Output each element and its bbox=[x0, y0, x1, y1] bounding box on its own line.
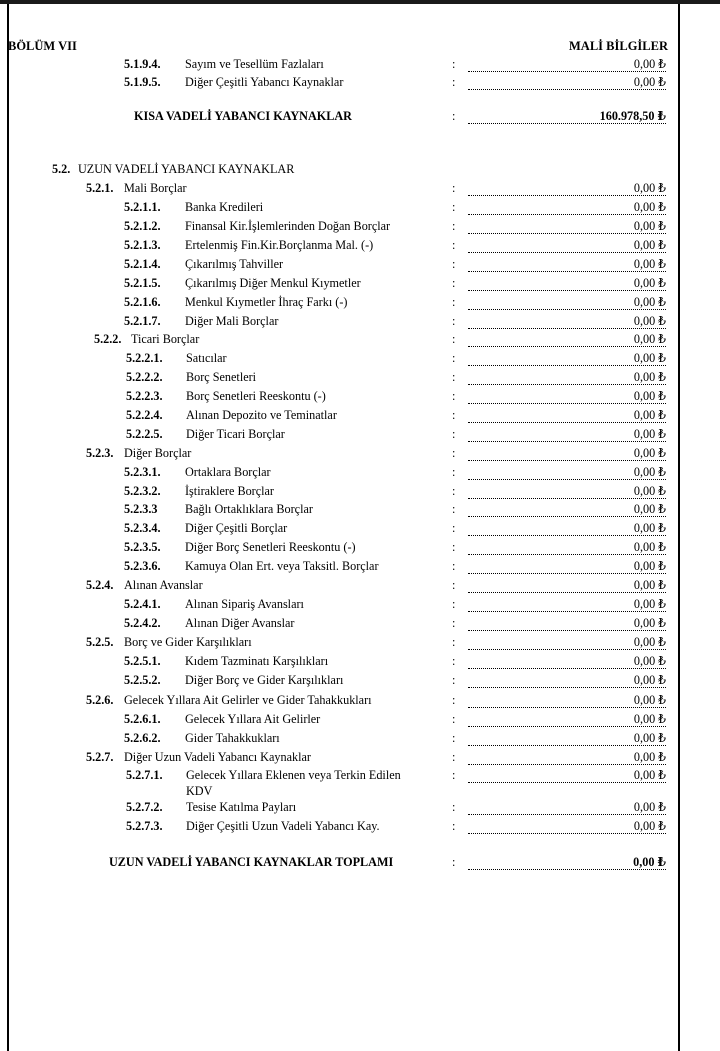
row-code: 5.2.6.1. bbox=[124, 712, 161, 726]
table-row bbox=[0, 634, 720, 653]
row-value: 0,00 ₺ bbox=[468, 577, 666, 593]
row-code: 5.2.4.2. bbox=[124, 616, 161, 630]
row-value: 0,00 ₺ bbox=[468, 256, 666, 272]
row-label: Banka Kredileri bbox=[185, 200, 264, 214]
row-code: 5.2.3.6. bbox=[124, 559, 161, 573]
table-row bbox=[0, 388, 720, 407]
row-value: 0,00 ₺ bbox=[468, 634, 666, 650]
row-code: 5.2.3.2. bbox=[124, 484, 161, 498]
table-row bbox=[0, 501, 720, 520]
row-value: 0,00 ₺ bbox=[468, 199, 666, 215]
table-row bbox=[0, 799, 720, 818]
row-colon: : bbox=[452, 314, 456, 328]
row-value: 0,00 ₺ bbox=[468, 767, 666, 783]
row-colon: : bbox=[452, 351, 456, 365]
row-colon: : bbox=[452, 731, 456, 745]
total-label: UZUN VADELİ YABANCI KAYNAKLAR TOPLAMI bbox=[109, 855, 394, 869]
table-row bbox=[0, 313, 720, 332]
row-colon: : bbox=[452, 370, 456, 384]
row-label: Çıkarılmış Tahviller bbox=[185, 257, 284, 271]
table-row bbox=[0, 483, 720, 502]
row-value: 0,00 ₺ bbox=[468, 56, 666, 72]
page-title: MALİ BİLGİLER bbox=[569, 39, 668, 53]
row-colon: : bbox=[452, 57, 456, 71]
row-colon: : bbox=[452, 465, 456, 479]
row-value: 0,00 ₺ bbox=[468, 711, 666, 727]
row-colon: : bbox=[452, 75, 456, 89]
row-value: 0,00 ₺ bbox=[468, 369, 666, 385]
row-value: 0,00 ₺ bbox=[468, 818, 666, 834]
table-row bbox=[0, 199, 720, 218]
row-code: 5.2.6.2. bbox=[124, 731, 161, 745]
row-label: Alınan Diğer Avanslar bbox=[185, 616, 295, 630]
row-value: 0,00 ₺ bbox=[468, 407, 666, 423]
row-colon: : bbox=[452, 276, 456, 290]
row-code: 5.2.6. bbox=[86, 693, 114, 707]
row-label: Finansal Kir.İşlemlerinden Doğan Borçlar bbox=[185, 219, 391, 233]
row-label: Alınan Sipariş Avansları bbox=[185, 597, 304, 611]
row-value: 0,00 ₺ bbox=[468, 730, 666, 746]
row-label: Bağlı Ortaklıklara Borçlar bbox=[185, 502, 313, 516]
row-label: İştiraklere Borçlar bbox=[185, 484, 274, 498]
table-row bbox=[0, 294, 720, 313]
row-label: Gelecek Yıllara Ait Gelirler ve Gider Tahakkukları bbox=[124, 693, 372, 707]
row-colon: : bbox=[452, 446, 456, 460]
row-code: 5.2.3.3 bbox=[124, 502, 158, 516]
table-row bbox=[0, 426, 720, 445]
row-code: 5.2.1.5. bbox=[124, 276, 161, 290]
row-colon: : bbox=[452, 597, 456, 611]
total-label: KISA VADELİ YABANCI KAYNAKLAR bbox=[134, 109, 352, 123]
row-value: 0,00 ₺ bbox=[468, 596, 666, 612]
row-code: 5.2.3.4. bbox=[124, 521, 161, 535]
table-row bbox=[0, 730, 720, 749]
table-row bbox=[0, 672, 720, 691]
table-row bbox=[0, 520, 720, 539]
table-row bbox=[0, 180, 720, 199]
row-code: 5.2.7. bbox=[86, 750, 114, 764]
row-label: Diğer Çeşitli Yabancı Kaynaklar bbox=[185, 75, 344, 89]
row-code: 5.2.2.2. bbox=[126, 370, 163, 384]
row-label: Çıkarılmış Diğer Menkul Kıymetler bbox=[185, 276, 361, 290]
row-code: 5.2.7.3. bbox=[126, 819, 163, 833]
table-row bbox=[0, 445, 720, 464]
row-colon: : bbox=[452, 768, 456, 782]
row-colon: : bbox=[452, 389, 456, 403]
row-value: 0,00 ₺ bbox=[468, 237, 666, 253]
table-row bbox=[0, 615, 720, 634]
row-label: Gelecek Yıllara Ait Gelirler bbox=[185, 712, 321, 726]
row-value: 0,00 ₺ bbox=[468, 74, 666, 90]
table-row bbox=[0, 558, 720, 577]
section-heading bbox=[0, 161, 720, 180]
row-colon: : bbox=[452, 616, 456, 630]
table-row bbox=[0, 331, 720, 350]
row-colon: : bbox=[452, 540, 456, 554]
row-label: Menkul Kıymetler İhraç Farkı (-) bbox=[185, 295, 348, 309]
row-label: Mali Borçlar bbox=[124, 181, 187, 195]
row-code: 5.2.5. bbox=[86, 635, 114, 649]
row-colon: : bbox=[452, 693, 456, 707]
row-value: 0,00 ₺ bbox=[468, 653, 666, 669]
row-label: Diğer Uzun Vadeli Yabancı Kaynaklar bbox=[124, 750, 311, 764]
row-label: Alınan Depozito ve Teminatlar bbox=[186, 408, 337, 422]
row-code: 5.2.2.1. bbox=[126, 351, 163, 365]
row-label: Borç Senetleri bbox=[186, 370, 257, 384]
row-code: 5.2.1. bbox=[86, 181, 114, 195]
table-row bbox=[0, 539, 720, 558]
row-colon: : bbox=[452, 635, 456, 649]
row-colon: : bbox=[452, 332, 456, 346]
row-label: Diğer Çeşitli Borçlar bbox=[185, 521, 288, 535]
row-value: 0,00 ₺ bbox=[468, 445, 666, 461]
row-code: 5.2.4. bbox=[86, 578, 114, 592]
row-colon: : bbox=[452, 295, 456, 309]
table-row bbox=[0, 711, 720, 730]
table-row bbox=[0, 369, 720, 388]
table-row bbox=[0, 218, 720, 237]
row-value: 0,00 ₺ bbox=[468, 275, 666, 291]
table-row bbox=[0, 275, 720, 294]
row-code: 5.2.2. bbox=[94, 332, 122, 346]
row-label: Gider Tahakkukları bbox=[185, 731, 280, 745]
row-colon: : bbox=[452, 484, 456, 498]
row-code: 5.2.3.5. bbox=[124, 540, 161, 554]
row-value: 0,00 ₺ bbox=[468, 539, 666, 555]
row-code: 5.2.7.2. bbox=[126, 800, 163, 814]
row-colon: : bbox=[452, 427, 456, 441]
row-label: Kamuya Olan Ert. veya Taksitl. Borçlar bbox=[185, 559, 379, 573]
row-colon: : bbox=[452, 800, 456, 814]
table-row bbox=[0, 407, 720, 426]
row-code: 5.2.7.1. bbox=[126, 768, 163, 782]
row-colon: : bbox=[452, 673, 456, 687]
row-label: Diğer Ticari Borçlar bbox=[186, 427, 285, 441]
row-code: 5.2.2.3. bbox=[126, 389, 163, 403]
row-code: 5.2.4.1. bbox=[124, 597, 161, 611]
section-label: BÖLÜM VII bbox=[8, 39, 77, 53]
row-label: Ertelenmiş Fin.Kir.Borçlanma Mal. (-) bbox=[185, 238, 374, 252]
row-label: Diğer Mali Borçlar bbox=[185, 314, 279, 328]
row-value: 0,00 ₺ bbox=[468, 426, 666, 442]
row-value: 0,00 ₺ bbox=[468, 218, 666, 234]
table-row bbox=[0, 350, 720, 369]
row-colon: : bbox=[452, 408, 456, 422]
row-label: Diğer Borç ve Gider Karşılıkları bbox=[185, 673, 344, 687]
row-value: 0,00 ₺ bbox=[468, 331, 666, 347]
long-term-total-row bbox=[0, 854, 720, 873]
row-value: 0,00 ₺ bbox=[468, 558, 666, 574]
table-row bbox=[0, 818, 720, 837]
row-value: 0,00 ₺ bbox=[468, 799, 666, 815]
row-value: 0,00 ₺ bbox=[468, 483, 666, 499]
row-value: 0,00 ₺ bbox=[468, 501, 666, 517]
short-term-total-row bbox=[0, 108, 720, 127]
row-colon: : bbox=[452, 502, 456, 516]
row-colon: : bbox=[452, 238, 456, 252]
row-value: 0,00 ₺ bbox=[468, 615, 666, 631]
row-colon: : bbox=[452, 855, 456, 869]
row-label: Gelecek Yıllara Eklenen veya Terkin Edilen KDV bbox=[186, 768, 401, 798]
row-code: 5.2.1.4. bbox=[124, 257, 161, 271]
row-code: 5.2.1.6. bbox=[124, 295, 161, 309]
row-label: Borç Senetleri Reeskontu (-) bbox=[186, 389, 326, 403]
row-label: Ticari Borçlar bbox=[131, 332, 200, 346]
row-code: 5.2.1.3. bbox=[124, 238, 161, 252]
row-value: 0,00 ₺ bbox=[468, 180, 666, 196]
table-row bbox=[0, 767, 720, 801]
row-code: 5.2.1.7. bbox=[124, 314, 161, 328]
row-value: 0,00 ₺ bbox=[468, 313, 666, 329]
table-row bbox=[0, 464, 720, 483]
row-code: 5.2.3.1. bbox=[124, 465, 161, 479]
row-label: Satıcılar bbox=[186, 351, 227, 365]
section-heading-label: UZUN VADELİ YABANCI KAYNAKLAR bbox=[78, 162, 295, 176]
row-label: Tesise Katılma Payları bbox=[186, 800, 297, 814]
table-row bbox=[0, 577, 720, 596]
row-colon: : bbox=[452, 559, 456, 573]
section-code: 5.2. bbox=[52, 162, 71, 176]
row-value: 0,00 ₺ bbox=[468, 294, 666, 310]
row-colon: : bbox=[452, 257, 456, 271]
row-label: Borç ve Gider Karşılıkları bbox=[124, 635, 252, 649]
total-value: 0,00 ₺ bbox=[468, 854, 666, 870]
row-colon: : bbox=[452, 521, 456, 535]
row-code: 5.2.3. bbox=[86, 446, 114, 460]
row-code: 5.2.1.2. bbox=[124, 219, 161, 233]
row-code: 5.1.9.4. bbox=[124, 57, 161, 71]
row-label: Diğer Borç Senetleri Reeskontu (-) bbox=[185, 540, 356, 554]
table-row bbox=[0, 237, 720, 256]
table-row bbox=[0, 256, 720, 275]
row-colon: : bbox=[452, 109, 456, 123]
row-label: Alınan Avanslar bbox=[124, 578, 203, 592]
row-code: 5.2.5.2. bbox=[124, 673, 161, 687]
row-value: 0,00 ₺ bbox=[468, 692, 666, 708]
row-value: 0,00 ₺ bbox=[468, 350, 666, 366]
row-label: Diğer Çeşitli Uzun Vadeli Yabancı Kay. bbox=[186, 819, 380, 833]
row-label: Kıdem Tazminatı Karşılıkları bbox=[185, 654, 329, 668]
row-value: 0,00 ₺ bbox=[468, 464, 666, 480]
row-code: 5.2.5.1. bbox=[124, 654, 161, 668]
table-row bbox=[0, 596, 720, 615]
row-value: 0,00 ₺ bbox=[468, 749, 666, 765]
total-value: 160.978,50 ₺ bbox=[468, 108, 666, 124]
row-label: Sayım ve Tesellüm Fazlaları bbox=[185, 57, 324, 71]
row-label: Ortaklara Borçlar bbox=[185, 465, 271, 479]
row-value: 0,00 ₺ bbox=[468, 520, 666, 536]
row-colon: : bbox=[452, 200, 456, 214]
table-row bbox=[0, 692, 720, 711]
table-row bbox=[0, 56, 720, 75]
row-code: 5.2.1.1. bbox=[124, 200, 161, 214]
row-value: 0,00 ₺ bbox=[468, 672, 666, 688]
row-label: Diğer Borçlar bbox=[124, 446, 192, 460]
table-row bbox=[0, 653, 720, 672]
table-row bbox=[0, 749, 720, 768]
table-row bbox=[0, 74, 720, 93]
row-colon: : bbox=[452, 219, 456, 233]
row-colon: : bbox=[452, 819, 456, 833]
top-border bbox=[0, 0, 720, 4]
row-colon: : bbox=[452, 654, 456, 668]
row-colon: : bbox=[452, 578, 456, 592]
row-colon: : bbox=[452, 750, 456, 764]
row-colon: : bbox=[452, 712, 456, 726]
row-value: 0,00 ₺ bbox=[468, 388, 666, 404]
row-code: 5.2.2.5. bbox=[126, 427, 163, 441]
row-colon: : bbox=[452, 181, 456, 195]
row-code: 5.1.9.5. bbox=[124, 75, 161, 89]
row-code: 5.2.2.4. bbox=[126, 408, 163, 422]
